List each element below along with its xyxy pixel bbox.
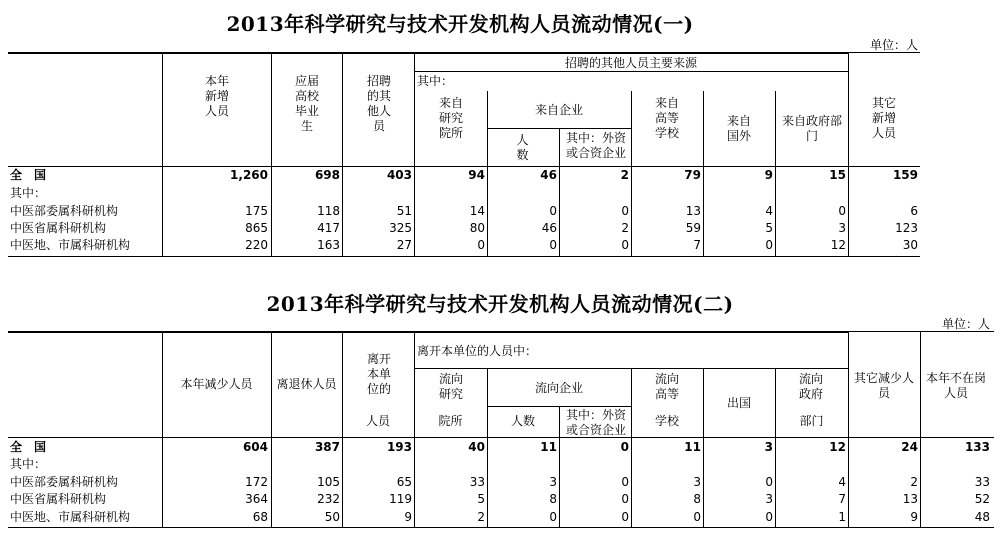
row-label: 全 国 <box>10 440 47 454</box>
cell: 387 <box>314 440 340 454</box>
row-label: 中医部委属科研机构 <box>10 204 119 218</box>
t2-col-university-top: 流向高等 <box>654 372 679 401</box>
cell: 325 <box>389 221 412 235</box>
t1-col-recruited-others: 招聘的其他人员 <box>366 74 391 133</box>
t2-col-government-top: 流向政府 <box>798 372 823 401</box>
cell: 51 <box>396 204 412 218</box>
cell: 3 <box>693 475 701 489</box>
t1-col-other-new: 其它新增人员 <box>871 96 896 140</box>
cell: 119 <box>389 492 412 506</box>
cell: 220 <box>245 238 268 252</box>
t2-col-not-on-duty: 本年不在岗人员 <box>925 371 986 400</box>
table2-unit: 单位：人 <box>942 317 991 331</box>
cell: 9 <box>910 510 918 524</box>
cell: 0 <box>549 510 557 524</box>
cell: 65 <box>396 475 412 489</box>
cell: 3 <box>765 492 773 506</box>
t2-col-retired: 离退休人员 <box>276 377 337 391</box>
cell: 24 <box>901 440 918 454</box>
t2-col-other-reduced: 其它减少人员 <box>853 371 914 400</box>
cell: 2 <box>621 221 629 235</box>
cell: 59 <box>685 221 701 235</box>
cell: 48 <box>974 510 990 524</box>
cell: 9 <box>764 168 773 182</box>
cell: 0 <box>838 204 846 218</box>
cell: 159 <box>892 168 918 182</box>
cell: 1 <box>838 510 846 524</box>
cell: 3 <box>549 475 557 489</box>
row-label: 中医省属科研机构 <box>10 221 107 235</box>
cell: 2 <box>910 475 918 489</box>
row-label: 中医地、市属科研机构 <box>10 510 131 524</box>
t1-group-header: 招聘的其他人员主要来源 <box>564 56 697 70</box>
t1-col-research: 来自研究院所 <box>438 96 463 140</box>
cell: 1,260 <box>230 168 268 182</box>
table1-title: 2013年科学研究与技术开发机构人员流动情况(一) <box>226 12 694 36</box>
t2-subgroup-enterprise: 流向企业 <box>534 381 583 395</box>
t1-col-government: 来自政府部门 <box>781 114 842 143</box>
cell: 698 <box>314 168 340 182</box>
t2-col-research-bottom: 院所 <box>438 414 463 428</box>
t2-row-label-among: 其中： <box>10 457 47 471</box>
cell: 3 <box>764 440 773 454</box>
cell: 94 <box>468 168 485 182</box>
t1-col-enterprise-count: 人数 <box>516 133 529 162</box>
cell: 46 <box>540 168 557 182</box>
t2-col-university-bottom: 学校 <box>654 414 679 428</box>
cell: 0 <box>765 510 773 524</box>
t2-col-research-top: 流向研究 <box>438 372 463 401</box>
cell: 0 <box>477 238 485 252</box>
t2-col-departed-bottom: 人员 <box>365 414 390 428</box>
cell: 0 <box>621 492 629 506</box>
cell: 79 <box>684 168 701 182</box>
cell: 0 <box>621 475 629 489</box>
cell: 4 <box>765 204 773 218</box>
cell: 7 <box>693 238 701 252</box>
t2-col-reduced-staff: 本年减少人员 <box>180 377 253 391</box>
cell: 13 <box>902 492 918 506</box>
cell: 11 <box>540 440 557 454</box>
cell: 13 <box>685 204 701 218</box>
cell: 123 <box>895 221 918 235</box>
cell: 5 <box>477 492 485 506</box>
cell: 604 <box>242 440 268 454</box>
cell: 6 <box>910 204 918 218</box>
cell: 50 <box>324 510 340 524</box>
cell: 364 <box>245 492 268 506</box>
cell: 33 <box>469 475 485 489</box>
cell: 33 <box>974 475 990 489</box>
cell: 172 <box>245 475 268 489</box>
table1-unit: 单位：人 <box>870 38 919 52</box>
cell: 30 <box>902 238 918 252</box>
cell: 0 <box>621 238 629 252</box>
row-label: 中医部委属科研机构 <box>10 475 119 489</box>
cell: 175 <box>245 204 268 218</box>
t1-col-new-staff: 本年新增人员 <box>204 74 229 118</box>
cell: 80 <box>469 221 485 235</box>
cell: 2 <box>620 168 629 182</box>
row-label: 中医省属科研机构 <box>10 492 107 506</box>
t1-col-graduates: 应届高校毕业生 <box>294 74 319 133</box>
row-label: 中医地、市属科研机构 <box>10 238 131 252</box>
cell: 40 <box>468 440 485 454</box>
cell: 3 <box>838 221 846 235</box>
table2-title: 2013年科学研究与技术开发机构人员流动情况(二) <box>266 292 734 316</box>
cell: 193 <box>386 440 412 454</box>
t2-group-header: 离开本单位的人员中： <box>417 344 538 358</box>
cell: 52 <box>974 492 990 506</box>
cell: 8 <box>693 492 701 506</box>
t1-col-university: 来自高等学校 <box>654 96 679 140</box>
row-label: 全 国 <box>10 168 47 182</box>
cell: 14 <box>469 204 485 218</box>
cell: 0 <box>693 510 701 524</box>
cell: 9 <box>404 510 412 524</box>
t1-subgroup-enterprise: 来自企业 <box>534 103 583 117</box>
t1-col-abroad: 来自国外 <box>726 114 751 143</box>
t2-col-government-bottom: 部门 <box>799 414 824 428</box>
cell: 27 <box>396 238 412 252</box>
cell: 417 <box>317 221 340 235</box>
t2-col-abroad: 出国 <box>726 396 751 410</box>
cell: 7 <box>838 492 846 506</box>
cell: 0 <box>549 238 557 252</box>
cell: 865 <box>245 221 268 235</box>
t2-col-departed-top: 离开本单位的 <box>366 352 391 396</box>
t1-col-foreign-enterprise: 其中：外资或合资企业 <box>565 131 626 160</box>
cell: 15 <box>829 168 846 182</box>
cell: 0 <box>549 204 557 218</box>
cell: 403 <box>386 168 412 182</box>
cell: 4 <box>838 475 846 489</box>
cell: 0 <box>765 475 773 489</box>
cell: 2 <box>477 510 485 524</box>
t2-col-enterprise-count: 人数 <box>510 414 535 428</box>
cell: 105 <box>317 475 340 489</box>
cell: 133 <box>964 440 990 454</box>
cell: 12 <box>830 238 846 252</box>
cell: 11 <box>684 440 701 454</box>
t1-row-label-among: 其中： <box>10 186 47 200</box>
cell: 163 <box>317 238 340 252</box>
cell: 232 <box>317 492 340 506</box>
cell: 0 <box>765 238 773 252</box>
cell: 118 <box>317 204 340 218</box>
cell: 12 <box>829 440 846 454</box>
t1-sub-header: 其中： <box>417 74 454 88</box>
cell: 0 <box>621 204 629 218</box>
cell: 0 <box>620 440 629 454</box>
cell: 0 <box>621 510 629 524</box>
cell: 68 <box>252 510 268 524</box>
t2-col-foreign-enterprise: 其中：外资或合资企业 <box>565 408 626 437</box>
cell: 46 <box>541 221 557 235</box>
cell: 8 <box>549 492 557 506</box>
cell: 5 <box>765 221 773 235</box>
